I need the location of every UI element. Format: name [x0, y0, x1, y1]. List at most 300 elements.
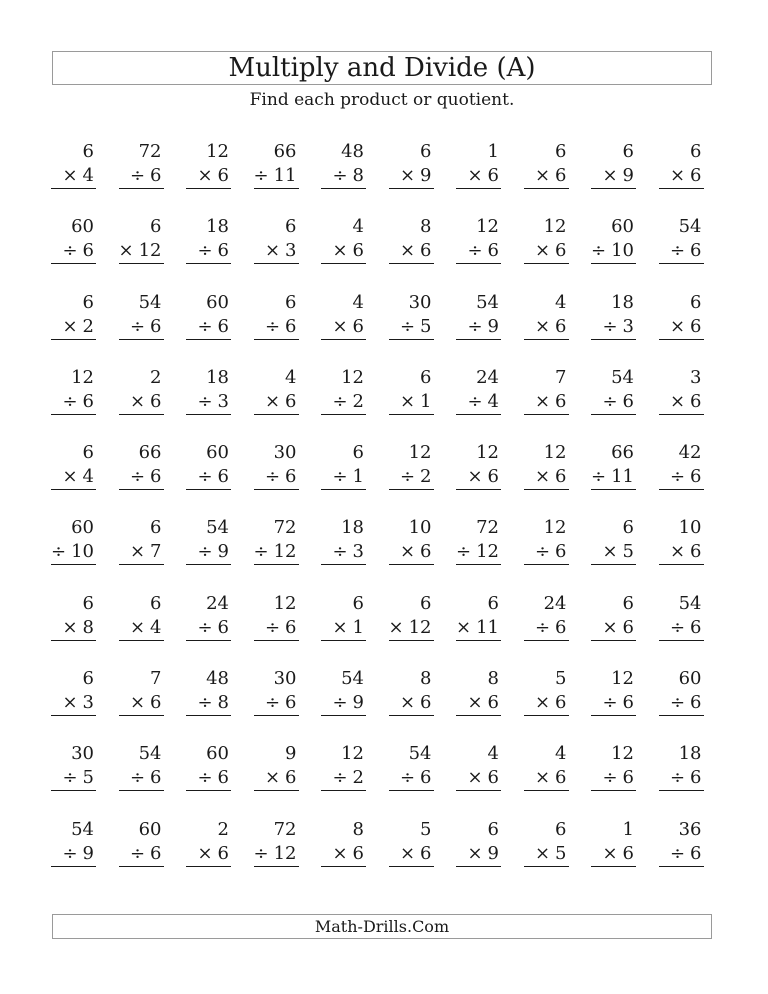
problem-item: [456, 441, 501, 516]
operator-symbol: ÷: [669, 692, 686, 714]
problem-bottom-line: [524, 315, 569, 340]
problem-bottom-line: [659, 540, 704, 565]
problem-item: [389, 215, 434, 290]
problem-item: [254, 366, 299, 441]
problem-top-number: 6: [150, 216, 162, 238]
operator-symbol: ×: [669, 541, 686, 563]
problem-item: [524, 215, 569, 290]
problem-bottom-number: 6: [555, 315, 567, 337]
problem-item: [321, 291, 366, 366]
problem-item: [321, 667, 366, 742]
problem-top-number: 6: [352, 442, 364, 464]
operator-symbol: ×: [602, 541, 618, 563]
problem-bottom-line: [456, 766, 501, 791]
problem-bottom-number: 6: [217, 466, 229, 488]
problem-top-number: 12: [408, 442, 432, 464]
problem-top-number: 18: [206, 366, 229, 388]
problem-bottom-line: [456, 540, 501, 565]
operator-symbol: ÷: [253, 165, 269, 186]
problem-bottom-number: 8: [217, 692, 229, 714]
operator-symbol: ÷: [264, 466, 281, 488]
problem-bottom-number: 6: [150, 842, 162, 864]
problem-top-number: 54: [408, 743, 432, 765]
problem-top-number: 6: [555, 818, 567, 840]
problem-bottom-number: 6: [352, 315, 364, 337]
operator-symbol: ×: [399, 541, 416, 563]
problem-top-number: 6: [150, 517, 162, 539]
problem-bottom-line: [321, 315, 366, 340]
operator-symbol: ÷: [332, 390, 348, 412]
problem-bottom-number: 6: [487, 466, 499, 488]
problem-top-number: 54: [206, 517, 229, 539]
problem-bottom-number: 11: [273, 165, 297, 186]
problem-top-number: 5: [555, 668, 567, 690]
problem-bottom-line: [389, 766, 434, 791]
problem-item: [321, 818, 366, 893]
operator-symbol: ÷: [129, 466, 146, 488]
problem-bottom-line: [254, 766, 299, 791]
operator-symbol: ÷: [197, 240, 213, 262]
problem-item: [591, 215, 636, 290]
problem-bottom-number: 6: [420, 541, 432, 563]
problem-bottom-line: [254, 390, 299, 415]
problem-bottom-line: [119, 766, 164, 791]
problem-item: [591, 667, 636, 742]
problem-bottom-line: [659, 616, 704, 641]
problem-bottom-line: [659, 766, 704, 791]
problem-item: [389, 516, 434, 591]
problem-bottom-line: [524, 766, 569, 791]
operator-symbol: ÷: [602, 315, 618, 337]
problem-bottom-number: 6: [285, 390, 297, 412]
problem-bottom-number: 6: [217, 767, 229, 789]
problem-bottom-line: [321, 842, 366, 867]
problem-top-number: 54: [476, 291, 499, 313]
problem-item: [524, 592, 569, 667]
problem-bottom-number: 3: [622, 315, 634, 337]
problem-bottom-line: [524, 842, 569, 867]
problem-item: [51, 742, 96, 817]
problem-item: [659, 742, 704, 817]
problem-bottom-number: 6: [285, 466, 297, 488]
problem-bottom-line: [119, 164, 164, 189]
problem-bottom-number: 3: [217, 390, 229, 412]
worksheet-instructions: Find each product or quotient.: [249, 90, 515, 110]
problem-top-number: 8: [420, 216, 432, 238]
problem-top-number: 4: [285, 366, 297, 388]
problem-top-number: 12: [341, 366, 364, 388]
problem-item: [186, 516, 231, 591]
problem-bottom-number: 3: [285, 240, 297, 262]
problem-bottom-line: [51, 540, 96, 565]
problem-bottom-number: 6: [285, 692, 297, 714]
problem-top-number: 54: [138, 743, 162, 765]
problem-top-number: 12: [476, 216, 499, 238]
problem-bottom-line: [119, 691, 164, 716]
problem-item: [389, 291, 434, 366]
problem-bottom-number: 9: [487, 315, 499, 337]
operator-symbol: ×: [264, 240, 281, 262]
problem-item: [186, 366, 231, 441]
operator-symbol: ÷: [534, 541, 551, 563]
problem-item: [51, 818, 96, 893]
problem-top-number: 7: [150, 668, 162, 690]
problem-bottom-number: 6: [555, 767, 567, 789]
problem-top-number: 12: [273, 592, 297, 614]
problem-bottom-number: 10: [71, 541, 94, 563]
problem-item: [51, 441, 96, 516]
problem-item: [254, 592, 299, 667]
operator-symbol: ÷: [456, 541, 472, 563]
problem-bottom-line: [659, 842, 704, 867]
operator-symbol: ÷: [669, 842, 686, 864]
problem-item: [591, 291, 636, 366]
operator-symbol: ×: [534, 466, 551, 488]
problem-bottom-line: [659, 390, 704, 415]
problem-bottom-number: 6: [690, 767, 702, 789]
problem-item: [254, 818, 299, 893]
problem-top-number: 48: [206, 668, 229, 690]
problem-bottom-line: [119, 465, 164, 490]
problem-item: [524, 441, 569, 516]
problem-bottom-number: 5: [420, 315, 432, 337]
problem-bottom-number: 6: [690, 616, 702, 638]
problem-item: [119, 516, 164, 591]
problem-bottom-line: [389, 691, 434, 716]
problem-bottom-line: [51, 691, 96, 716]
problem-top-number: 72: [273, 818, 297, 840]
problem-bottom-number: 6: [217, 240, 229, 262]
problem-top-number: 8: [487, 668, 499, 690]
problem-top-number: 6: [622, 517, 634, 539]
problem-top-number: 12: [543, 216, 567, 238]
problem-top-number: 30: [408, 291, 432, 313]
problem-top-number: 60: [71, 216, 94, 238]
problem-bottom-number: 6: [285, 767, 297, 789]
operator-symbol: ÷: [62, 767, 78, 789]
problem-top-number: 6: [352, 592, 364, 614]
problem-top-number: 6: [420, 366, 432, 388]
problem-top-number: 24: [476, 366, 499, 388]
problem-bottom-number: 6: [555, 390, 567, 412]
operator-symbol: ×: [669, 315, 686, 337]
problem-bottom-line: [456, 164, 501, 189]
problem-bottom-number: 3: [82, 692, 94, 714]
problem-item: [119, 742, 164, 817]
operator-symbol: ÷: [534, 616, 551, 638]
problem-bottom-number: 6: [82, 240, 94, 262]
problem-bottom-line: [524, 390, 569, 415]
operator-symbol: ÷: [264, 692, 281, 714]
problem-top-number: 54: [71, 818, 94, 840]
problem-bottom-line: [119, 842, 164, 867]
problem-bottom-number: 6: [352, 240, 364, 262]
problem-item: [51, 516, 96, 591]
operator-symbol: ×: [332, 842, 348, 864]
operator-symbol: ÷: [253, 842, 269, 864]
problem-bottom-number: 11: [611, 466, 634, 488]
problem-bottom-number: 9: [420, 165, 432, 186]
problem-bottom-line: [524, 239, 569, 264]
operator-symbol: ÷: [51, 541, 67, 563]
problem-top-number: 6: [690, 291, 702, 313]
problem-bottom-number: 5: [555, 842, 567, 864]
problem-bottom-line: [456, 842, 501, 867]
operator-symbol: ×: [456, 616, 472, 638]
operator-symbol: ÷: [467, 240, 483, 262]
operator-symbol: ×: [669, 165, 686, 186]
operator-symbol: ×: [399, 240, 416, 262]
problem-bottom-line: [254, 465, 299, 490]
problem-top-number: 12: [206, 141, 229, 162]
problem-bottom-line: [591, 239, 636, 264]
problem-bottom-number: 11: [476, 616, 499, 638]
operator-symbol: ×: [467, 842, 483, 864]
problem-bottom-number: 6: [555, 692, 567, 714]
operator-symbol: ÷: [332, 541, 348, 563]
problem-top-number: 2: [217, 818, 229, 840]
problem-grid: [51, 140, 704, 893]
problem-bottom-number: 9: [352, 692, 364, 714]
problem-top-number: 1: [487, 141, 499, 162]
problem-item: [389, 140, 434, 215]
problem-top-number: 6: [690, 141, 702, 162]
operator-symbol: ÷: [197, 616, 213, 638]
problem-bottom-line: [51, 616, 96, 641]
problem-item: [389, 742, 434, 817]
footer-credit: Math-Drills.Com: [52, 914, 712, 939]
problem-bottom-line: [456, 239, 501, 264]
problem-top-number: 12: [611, 743, 634, 765]
problem-bottom-line: [659, 239, 704, 264]
operator-symbol: ×: [467, 466, 483, 488]
problem-top-number: 6: [82, 442, 94, 464]
problem-bottom-number: 6: [555, 466, 567, 488]
operator-symbol: ×: [467, 165, 483, 186]
operator-symbol: ×: [534, 692, 551, 714]
problem-top-number: 6: [487, 592, 499, 614]
problem-top-number: 54: [611, 366, 634, 388]
problem-top-number: 6: [420, 141, 432, 162]
operator-symbol: ×: [129, 692, 146, 714]
problem-top-number: 60: [206, 743, 229, 765]
problem-top-number: 2: [150, 366, 162, 388]
operator-symbol: ×: [62, 616, 78, 638]
problem-item: [456, 291, 501, 366]
problem-bottom-number: 6: [217, 842, 229, 864]
problem-bottom-number: 6: [690, 390, 702, 412]
problem-bottom-number: 6: [690, 541, 702, 563]
problem-item: [456, 592, 501, 667]
problem-item: [659, 516, 704, 591]
problem-bottom-number: 6: [622, 616, 634, 638]
problem-top-number: 12: [341, 743, 364, 765]
problem-bottom-number: 6: [217, 315, 229, 337]
problem-top-number: 8: [420, 668, 432, 690]
problem-item: [321, 516, 366, 591]
operator-symbol: ×: [602, 842, 618, 864]
problem-bottom-number: 1: [352, 466, 364, 488]
problem-bottom-number: 2: [352, 390, 364, 412]
problem-top-number: 3: [690, 366, 702, 388]
operator-symbol: ×: [197, 842, 213, 864]
problem-bottom-line: [321, 766, 366, 791]
operator-symbol: ÷: [602, 390, 618, 412]
operator-symbol: ÷: [602, 692, 618, 714]
problem-bottom-number: 2: [82, 315, 94, 337]
problem-top-number: 6: [82, 141, 94, 162]
problem-item: [119, 215, 164, 290]
problem-bottom-line: [51, 239, 96, 264]
operator-symbol: ×: [62, 466, 78, 488]
problem-top-number: 9: [285, 743, 297, 765]
problem-top-number: 4: [555, 291, 567, 313]
problem-bottom-line: [389, 315, 434, 340]
operator-symbol: ÷: [669, 616, 686, 638]
problem-bottom-line: [389, 616, 434, 641]
problem-bottom-line: [591, 616, 636, 641]
problem-bottom-line: [659, 465, 704, 490]
problem-item: [524, 667, 569, 742]
operator-symbol: ×: [534, 240, 551, 262]
problem-bottom-line: [524, 164, 569, 189]
problem-item: [51, 291, 96, 366]
problem-bottom-number: 6: [487, 767, 499, 789]
problem-top-number: 6: [82, 592, 94, 614]
operator-symbol: ÷: [591, 240, 607, 262]
problem-item: [119, 818, 164, 893]
problem-bottom-number: 6: [487, 692, 499, 714]
problem-bottom-number: 10: [611, 240, 634, 262]
problem-bottom-number: 6: [82, 390, 94, 412]
problem-bottom-number: 6: [622, 842, 634, 864]
operator-symbol: ×: [399, 842, 416, 864]
problem-top-number: 12: [71, 366, 94, 388]
problem-item: [51, 366, 96, 441]
problem-top-number: 54: [678, 592, 702, 614]
problem-top-number: 12: [611, 668, 634, 690]
problem-bottom-line: [591, 842, 636, 867]
problem-item: [254, 441, 299, 516]
problem-bottom-number: 6: [420, 842, 432, 864]
problem-item: [524, 516, 569, 591]
problem-bottom-number: 9: [217, 541, 229, 563]
problem-bottom-number: 12: [476, 541, 499, 563]
problem-bottom-number: 6: [217, 165, 229, 186]
problem-item: [119, 592, 164, 667]
problem-top-number: 72: [138, 141, 162, 162]
problem-item: [321, 140, 366, 215]
operator-symbol: ÷: [591, 466, 607, 488]
problem-item: [186, 592, 231, 667]
problem-bottom-line: [524, 616, 569, 641]
operator-symbol: ÷: [467, 390, 483, 412]
problem-item: [51, 215, 96, 290]
operator-symbol: ÷: [399, 767, 416, 789]
operator-symbol: ÷: [197, 692, 213, 714]
problem-item: [119, 140, 164, 215]
operator-symbol: ÷: [129, 315, 146, 337]
operator-symbol: ÷: [62, 240, 78, 262]
operator-symbol: ÷: [197, 767, 213, 789]
problem-item: [456, 516, 501, 591]
operator-symbol: ×: [534, 842, 551, 864]
problem-item: [254, 215, 299, 290]
problem-item: [119, 441, 164, 516]
problem-bottom-line: [321, 465, 366, 490]
operator-symbol: ÷: [197, 541, 213, 563]
problem-top-number: 60: [611, 216, 634, 238]
problem-item: [591, 818, 636, 893]
problem-bottom-line: [524, 465, 569, 490]
operator-symbol: ×: [332, 616, 348, 638]
problem-item: [321, 215, 366, 290]
problem-item: [524, 742, 569, 817]
problem-bottom-number: 4: [82, 165, 94, 186]
problem-bottom-number: 12: [408, 616, 432, 638]
problem-item: [186, 742, 231, 817]
problem-bottom-line: [591, 766, 636, 791]
problem-item: [254, 667, 299, 742]
problem-bottom-number: 3: [352, 541, 364, 563]
problem-item: [591, 140, 636, 215]
operator-symbol: ÷: [669, 466, 686, 488]
problem-bottom-number: 6: [420, 692, 432, 714]
operator-symbol: ÷: [62, 390, 78, 412]
problem-item: [591, 441, 636, 516]
problem-top-number: 4: [352, 291, 364, 313]
problem-item: [456, 667, 501, 742]
problem-bottom-number: 6: [420, 240, 432, 262]
problem-item: [591, 516, 636, 591]
problem-bottom-line: [659, 164, 704, 189]
problem-bottom-number: 6: [420, 767, 432, 789]
problem-bottom-line: [591, 691, 636, 716]
problem-item: [591, 592, 636, 667]
problem-bottom-line: [321, 239, 366, 264]
problem-top-number: 66: [273, 141, 297, 162]
problem-bottom-line: [591, 540, 636, 565]
problem-bottom-line: [51, 766, 96, 791]
problem-bottom-line: [659, 315, 704, 340]
problem-bottom-line: [456, 616, 501, 641]
problem-top-number: 6: [622, 141, 634, 162]
problem-bottom-line: [186, 691, 231, 716]
problem-top-number: 6: [150, 592, 162, 614]
operator-symbol: ×: [669, 390, 686, 412]
problem-top-number: 18: [341, 517, 364, 539]
problem-bottom-line: [119, 540, 164, 565]
operator-symbol: ×: [264, 767, 281, 789]
problem-bottom-line: [254, 540, 299, 565]
problem-item: [591, 366, 636, 441]
problem-item: [659, 366, 704, 441]
operator-symbol: ÷: [332, 692, 348, 714]
operator-symbol: ×: [62, 315, 78, 337]
problem-bottom-line: [321, 164, 366, 189]
problem-item: [119, 667, 164, 742]
problem-top-number: 10: [678, 517, 702, 539]
problem-top-number: 5: [420, 818, 432, 840]
problem-bottom-line: [119, 239, 164, 264]
problem-item: [51, 667, 96, 742]
operator-symbol: ÷: [669, 767, 686, 789]
operator-symbol: ÷: [197, 315, 213, 337]
problem-bottom-number: 7: [150, 541, 162, 563]
problem-bottom-line: [321, 616, 366, 641]
problem-bottom-number: 8: [82, 616, 94, 638]
problem-top-number: 4: [555, 743, 567, 765]
